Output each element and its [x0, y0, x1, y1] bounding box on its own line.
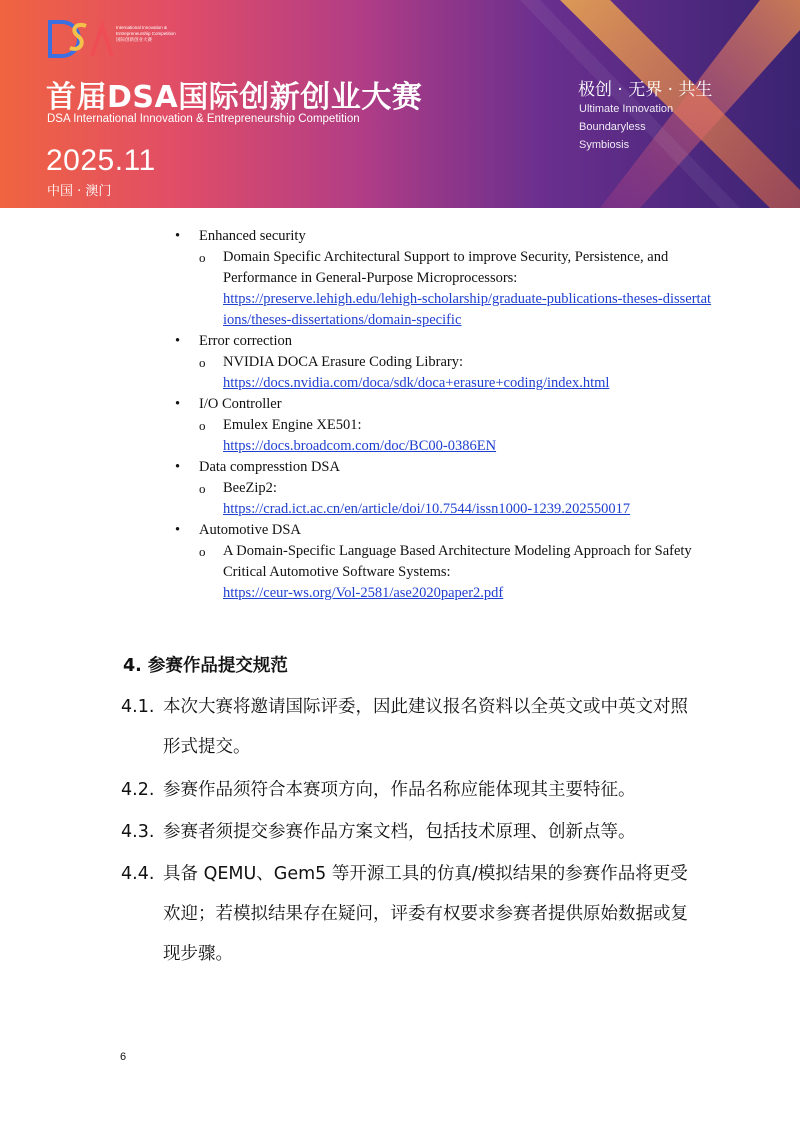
list-item [175, 226, 715, 331]
slogan-line: Boundaryless [579, 121, 646, 133]
sub-list-item [199, 415, 715, 457]
logo-caption-en: International Innovation & Entrepreneurship Competition [116, 25, 176, 36]
item-number: 4.2. [121, 780, 155, 800]
ref-text: A Domain-Specific Language Based Architecture Modeling Approach for Safety Critical Automotive Software Systems: [223, 543, 692, 580]
circle-bullet-icon: o [199, 250, 206, 265]
item-number: 4.3. [121, 822, 155, 842]
section-heading: 4. 参赛作品提交规范 [123, 656, 288, 676]
ref-text: Emulex Engine XE501: [223, 417, 362, 433]
ref-link[interactable]: https://docs.nvidia.com/doca/sdk/doca+erasure+coding/index.html [223, 375, 610, 391]
ref-link[interactable]: https://crad.ict.ac.cn/en/article/doi/10.7544/issn1000-1239.202550017 [223, 501, 631, 517]
slogan-cn: 极创 · 无界 · 共生 [578, 80, 713, 100]
bullet-icon: • [175, 333, 181, 349]
section-item [121, 812, 691, 852]
ref-topic: I/O Controller [199, 396, 282, 412]
slogan-line: Ultimate Innovation [579, 103, 674, 115]
item-number: 4.1. [121, 697, 155, 717]
competition-title-cn: 首届DSA国际创新创业大赛 [46, 80, 423, 115]
ref-text: Domain Specific Architectural Support to improve Security, Persistence, and Performance in General-Purpose Microprocessors: [223, 249, 669, 286]
ref-topic: Error correction [199, 333, 292, 349]
sub-list-item [199, 247, 715, 331]
list-item [175, 394, 715, 457]
list-item [175, 520, 715, 604]
sub-list-item [199, 352, 715, 394]
item-text: 参赛者须提交参赛作品方案文档，包括技术原理、创新点等。 [163, 822, 636, 842]
reference-list [175, 226, 715, 604]
ref-text: NVIDIA DOCA Erasure Coding Library: [223, 354, 464, 370]
ref-link[interactable]: https://docs.broadcom.com/doc/BC00-0386EN [223, 438, 497, 454]
section-item [121, 770, 691, 810]
item-text: 本次大赛将邀请国际评委，因此建议报名资料以全英文或中英文对照形式提交。 [163, 697, 688, 757]
ref-topic: Enhanced security [199, 228, 306, 244]
page-number: 6 [120, 1051, 127, 1063]
bullet-icon: • [175, 522, 181, 538]
ref-link[interactable]: https://ceur-ws.org/Vol-2581/ase2020paper2.pdf [223, 585, 504, 601]
ref-topic: Data compresstion DSA [199, 459, 340, 475]
bullet-icon: • [175, 459, 181, 475]
ref-link[interactable]: https://preserve.lehigh.edu/lehigh-scholarship/graduate-publications-theses-dissertations/theses-dissertations/domain-specific [223, 291, 712, 328]
ref-topic: Automotive DSA [199, 522, 301, 538]
competition-location: 中国 · 澳门 [47, 184, 112, 199]
header-banner [0, 0, 800, 208]
circle-bullet-icon: o [199, 481, 206, 496]
sub-list-item [199, 478, 715, 520]
bullet-icon: • [175, 396, 181, 412]
slogan-en [579, 100, 673, 154]
bullet-icon: • [175, 228, 181, 244]
logo-caption [116, 25, 196, 43]
slogan-line: Symbiosis [579, 139, 630, 151]
item-text: 参赛作品须符合本赛项方向，作品名称应能体现其主要特征。 [163, 780, 636, 800]
ref-text: BeeZip2: [223, 480, 277, 496]
circle-bullet-icon: o [199, 544, 206, 559]
competition-title-en: DSA International Innovation & Entrepreneurship Competition [47, 113, 360, 125]
section-item [121, 687, 691, 767]
circle-bullet-icon: o [199, 418, 206, 433]
item-number: 4.4. [121, 864, 155, 884]
section-item [121, 854, 691, 974]
sub-list-item [199, 541, 715, 604]
logo-caption-cn: 国际创新创业大赛 [116, 37, 152, 43]
competition-date: 2025.11 [46, 144, 156, 177]
item-text: 具备 QEMU、Gem5 等开源工具的仿真/模拟结果的参赛作品将更受欢迎；若模拟结果存在疑问，评委有权要求参赛者提供原始数据或复现步骤。 [163, 864, 688, 964]
dsa-logo [46, 18, 116, 60]
circle-bullet-icon: o [199, 355, 206, 370]
list-item [175, 457, 715, 520]
list-item [175, 331, 715, 394]
